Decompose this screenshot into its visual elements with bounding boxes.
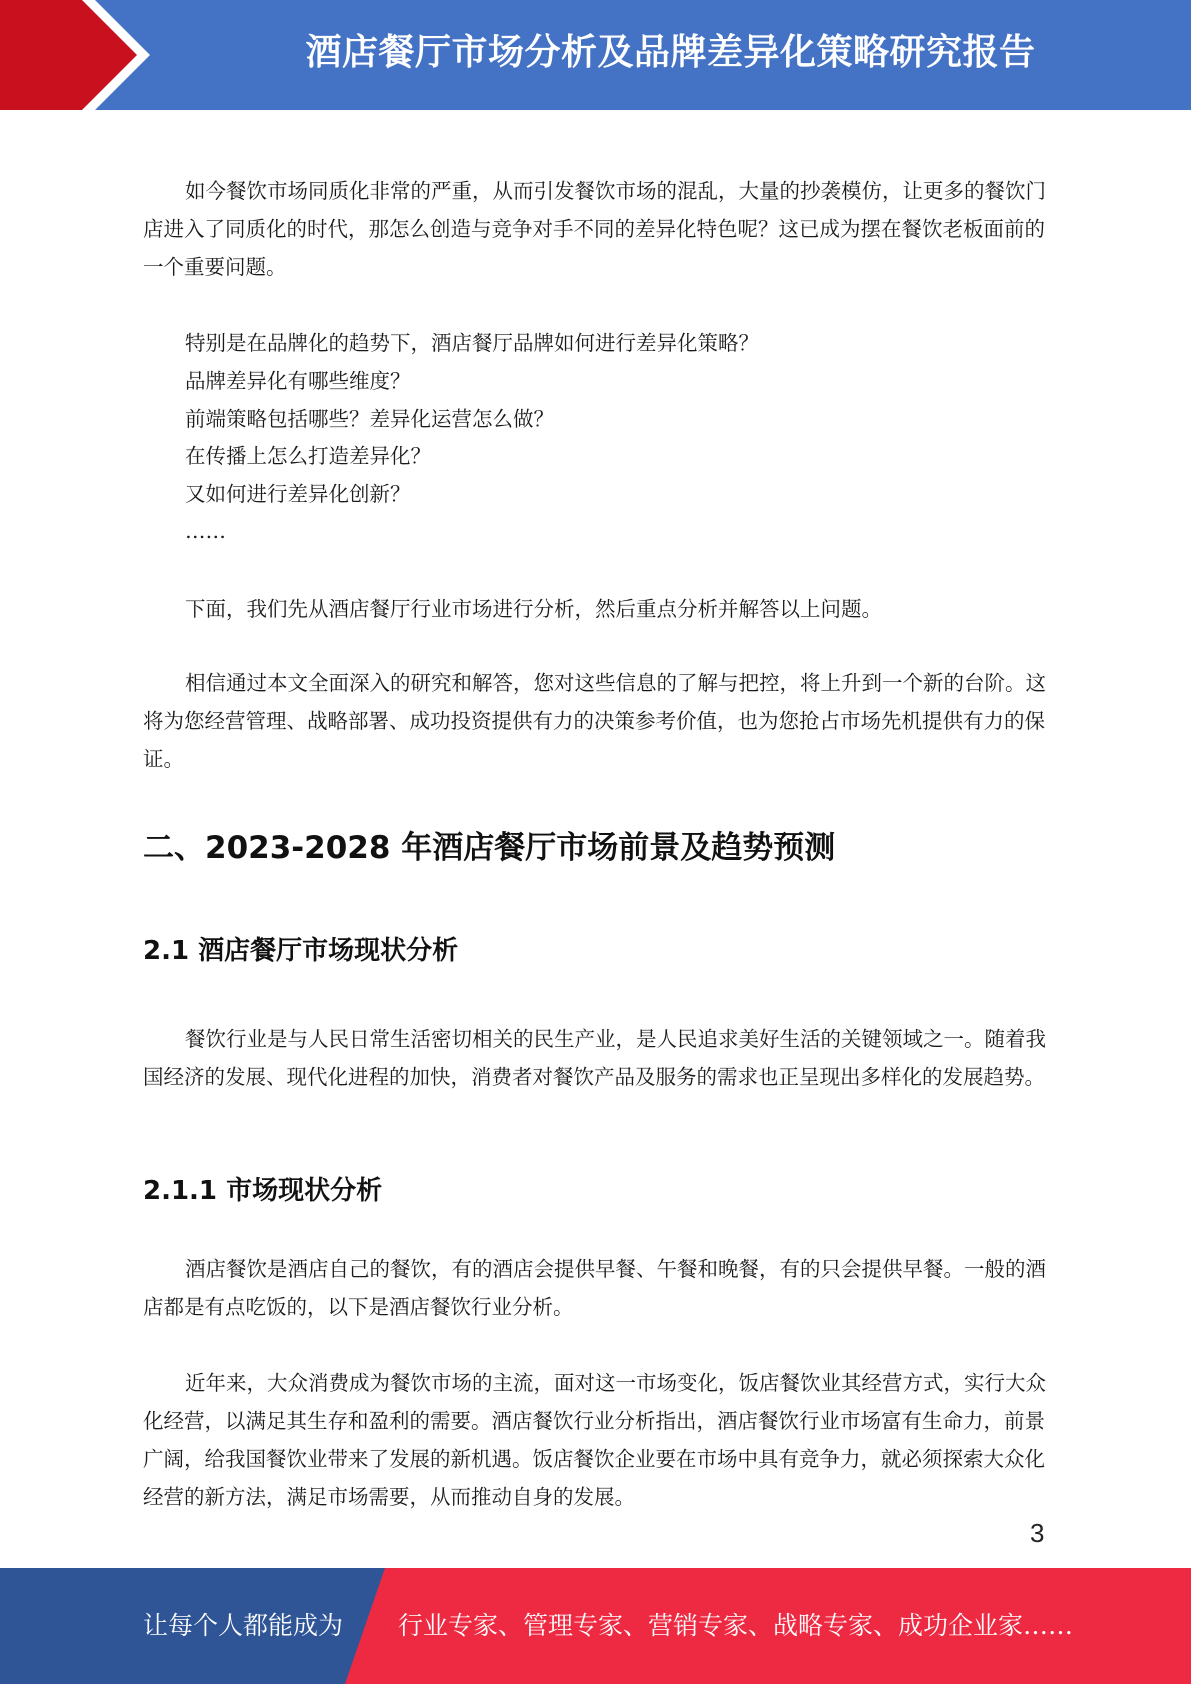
footer-slogan-left: 让每个人都能成为 bbox=[143, 1611, 344, 1640]
section-2-heading: 二、2023-2028 年酒店餐厅市场前景及趋势预测 bbox=[143, 830, 836, 866]
section-2-1-1-paragraph-2: 近年来，大众消费成为餐饮市场的主流，面对这一市场变化，饭店餐饮业其经营方式，实行大众化经营，以满足其生存和盈利的需要。酒店餐饮行业分析指出，酒店餐饮行业市场富有生命力，前景广阔，给我国餐饮业带来了发展的新机遇。饭店餐饮企业要在市场中具有竞争力，就必须探索大众化经营的新方法，满足市场需要，从而推动自身的发展。 bbox=[143, 1371, 1046, 1509]
section-2-1-1-heading: 2.1.1 市场现状分析 bbox=[143, 1176, 383, 1206]
header-arrow-decoration bbox=[0, 0, 160, 110]
intro-paragraph-3: 相信通过本文全面深入的研究和解答，您对这些信息的了解与把控，将上升到一个新的台阶。这将为您经营管理、战略部署、成功投资提供有力的决策参考价值，也为您抢占市场先机提供有力的保证。 bbox=[143, 671, 1046, 771]
section-2-1-1-paragraph-1: 酒店餐饮是酒店自己的餐饮，有的酒店会提供早餐、午餐和晚餐，有的只会提供早餐。一般的酒店都是有点吃饭的，以下是酒店餐饮行业分析。 bbox=[143, 1257, 1046, 1319]
question-line-3: 前端策略包括哪些？差异化运营怎么做？ bbox=[185, 407, 554, 431]
report-title: 酒店餐厅市场分析及品牌差异化策略研究报告 bbox=[305, 32, 1036, 73]
question-line-4: 在传播上怎么打造差异化？ bbox=[185, 444, 431, 468]
section-2-1-paragraph: 餐饮行业是与人民日常生活密切相关的民生产业，是人民追求美好生活的关键领域之一。随着我国经济的发展、现代化进程的加快，消费者对餐饮产品及服务的需求也正呈现出多样化的发展趋势。 bbox=[143, 1027, 1046, 1089]
intro-paragraph-2: 下面，我们先从酒店餐厅行业市场进行分析，然后重点分析并解答以上问题。 bbox=[185, 597, 882, 621]
footer-slogan-right: 行业专家、管理专家、营销专家、战略专家、成功企业家…… bbox=[398, 1611, 1074, 1640]
page-footer bbox=[0, 1568, 1191, 1684]
question-line-2: 品牌差异化有哪些维度？ bbox=[185, 369, 411, 393]
question-line-5: 又如何进行差异化创新？ bbox=[185, 482, 411, 506]
section-2-1-heading: 2.1 酒店餐厅市场现状分析 bbox=[143, 936, 459, 966]
page-header bbox=[0, 0, 1191, 110]
question-line-1: 特别是在品牌化的趋势下，酒店餐厅品牌如何进行差异化策略？ bbox=[185, 331, 759, 355]
question-ellipsis: …… bbox=[185, 519, 226, 543]
intro-paragraph-1: 如今餐饮市场同质化非常的严重，从而引发餐饮市场的混乱，大量的抄袭模仿，让更多的餐饮门店进入了同质化的时代，那怎么创造与竞争对手不同的差异化特色呢？这已成为摆在餐饮老板面前的一个重要问题。 bbox=[143, 179, 1046, 279]
page-number: 3 bbox=[1030, 1518, 1045, 1548]
